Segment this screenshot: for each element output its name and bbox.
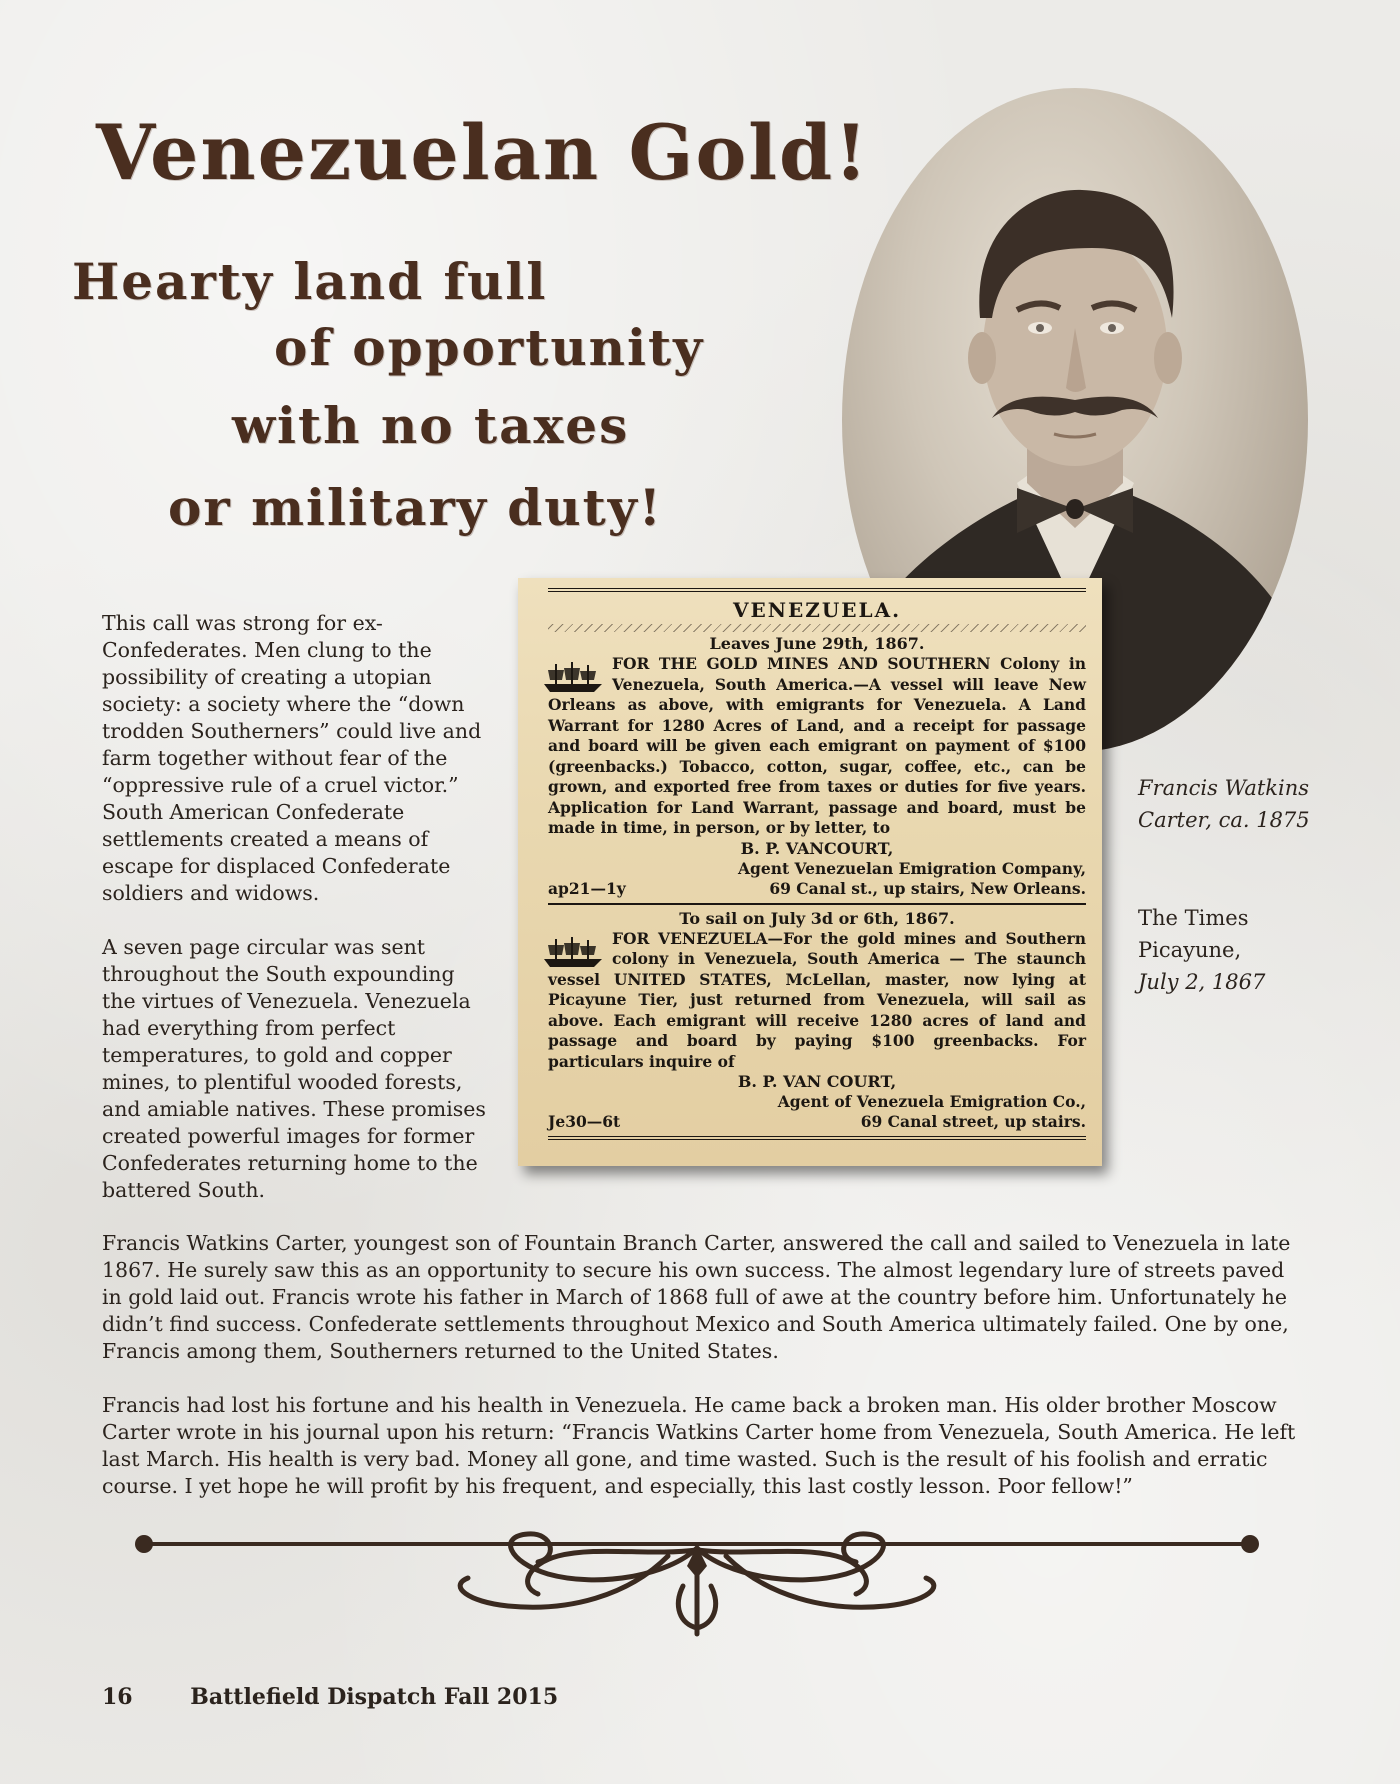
decorative-divider	[128, 1516, 1266, 1646]
headline-subtitle-line-2: of opportunity	[274, 318, 705, 377]
ship-icon	[542, 935, 604, 969]
ship-icon	[542, 660, 604, 694]
ad1-agent-name: B. P. VANCOURT,	[740, 838, 894, 858]
clipping-caption-source: The Times Picayune,	[1138, 906, 1249, 962]
clipping-caption	[1138, 902, 1338, 998]
intro-paragraph-1: This call was strong for ex-Confederates. Men clung to the possibility of creating a utopian society: a society where the “down trodden Southerners” could live and farm together without fear of the “oppressive rule of a cruel victor.” South American Confederate settlements created a means of escape for displaced Confederate soldiers and widows.	[102, 611, 482, 905]
ad1-footer-line	[548, 879, 1086, 899]
clipping-wavy-rule	[548, 624, 1086, 632]
ad2-body: FOR VENEZUELA—For the gold mines and Southern colony in Venezuela, South America — The staunch vessel UNITED STATES, McLellan, master, now lying at Picayune Tier, just returned from Venezuela, will sail as above. Each emigrant will receive 1280 acres of land and passage and board by paying $100 greenbacks. For particulars inquire of	[548, 928, 1086, 1071]
ad1-date: Leaves June 29th, 1867.	[709, 634, 925, 653]
headline-title: Venezuelan Gold!	[96, 108, 870, 197]
intro-paragraph-2: A seven page circular was sent throughout the South expounding the virtues of Venezuela. Venezuela had everything from perfect temperatures, to gold and copper mines, to plentiful wooded forests, and amiable natives. These promises created powerful images for former Confederates returning home to the battered South.	[102, 935, 486, 1202]
ad2-agent-title: Agent of Venezuela Emigration Co.,	[777, 1092, 1086, 1111]
clipping-divider	[548, 903, 1086, 905]
ad1-agent-title: Agent Venezuelan Emigration Company,	[737, 858, 1086, 878]
body-paragraph-1: Francis Watkins Carter, youngest son of Fountain Branch Carter, answered the call and sailed to Venezuela in late 1867. He surely saw this as an opportunity to secure his own success. The almost legendary lure of streets paved in gold laid out. Francis wrote his father in March of 1868 full of awe at the country before him. Unfortunately he didn’t find success. Confederate settlements throughout Mexico and South America ultimately failed. One by one, Francis among them, Southerners returned to the United States.	[102, 1231, 1291, 1363]
ad2-code: Je30—6t	[548, 1112, 621, 1131]
body-paragraph-2: Francis had lost his fortune and his health in Venezuela. He came back a broken man. His older brother Moscow Carter wrote in his journal upon his return: “Francis Watkins Carter home from Venezuela, South America. He left last March. His health is very bad. Money all gone, and time wasted. Such is the result of his foolish and erratic course. I yet hope he will profit by his frequent, and especially, this last costly lesson. Poor fellow!”	[102, 1393, 1296, 1498]
publication-name: Battlefield Dispatch Fall 2015	[190, 1684, 559, 1710]
page-number: 16	[102, 1684, 133, 1710]
clipping-heading: VENEZUELA.	[732, 598, 902, 622]
ad2-date: To sail on July 3d or 6th, 1867.	[679, 908, 955, 928]
ad1-code: ap21—1y	[548, 878, 626, 898]
portrait-caption: Francis Watkins Carter, ca. 1875	[1138, 776, 1310, 832]
headline-subtitle-line-1: Hearty land full	[72, 252, 548, 311]
ad1-address: 69 Canal st., up stairs, New Orleans.	[769, 878, 1086, 898]
page-footer	[102, 1684, 558, 1710]
clipping-caption-date: July 2, 1867	[1138, 970, 1266, 994]
headline-subtitle-line-3: with no taxes	[232, 396, 630, 455]
clipping-bottom-rule	[548, 1136, 1086, 1140]
ad2-address: 69 Canal street, up stairs.	[860, 1112, 1086, 1131]
headline-subtitle-line-4: or military duty!	[168, 478, 663, 537]
clipping-top-rule	[548, 588, 1086, 592]
newspaper-clipping	[518, 578, 1102, 1166]
ad2-footer-line	[548, 1112, 1086, 1132]
ad1-body: FOR THE GOLD MINES AND SOUTHERN Colony in Venezuela, South America.—A vessel will leave New Orleans as above, with emigrants for Venezuela. A Land Warrant for 1280 Acres of Land, and a receipt for passage and board will be given each emigrant on payment of $100 (greenbacks.) Tobacco, cotton, sugar, coffee, etc., can be grown, and exported free from taxes or duties for five years. Application for Land Warrant, passage and board, must be made in time, in person, or by letter, to	[548, 654, 1086, 837]
ad2-agent-name: B. P. VAN COURT,	[737, 1072, 897, 1091]
